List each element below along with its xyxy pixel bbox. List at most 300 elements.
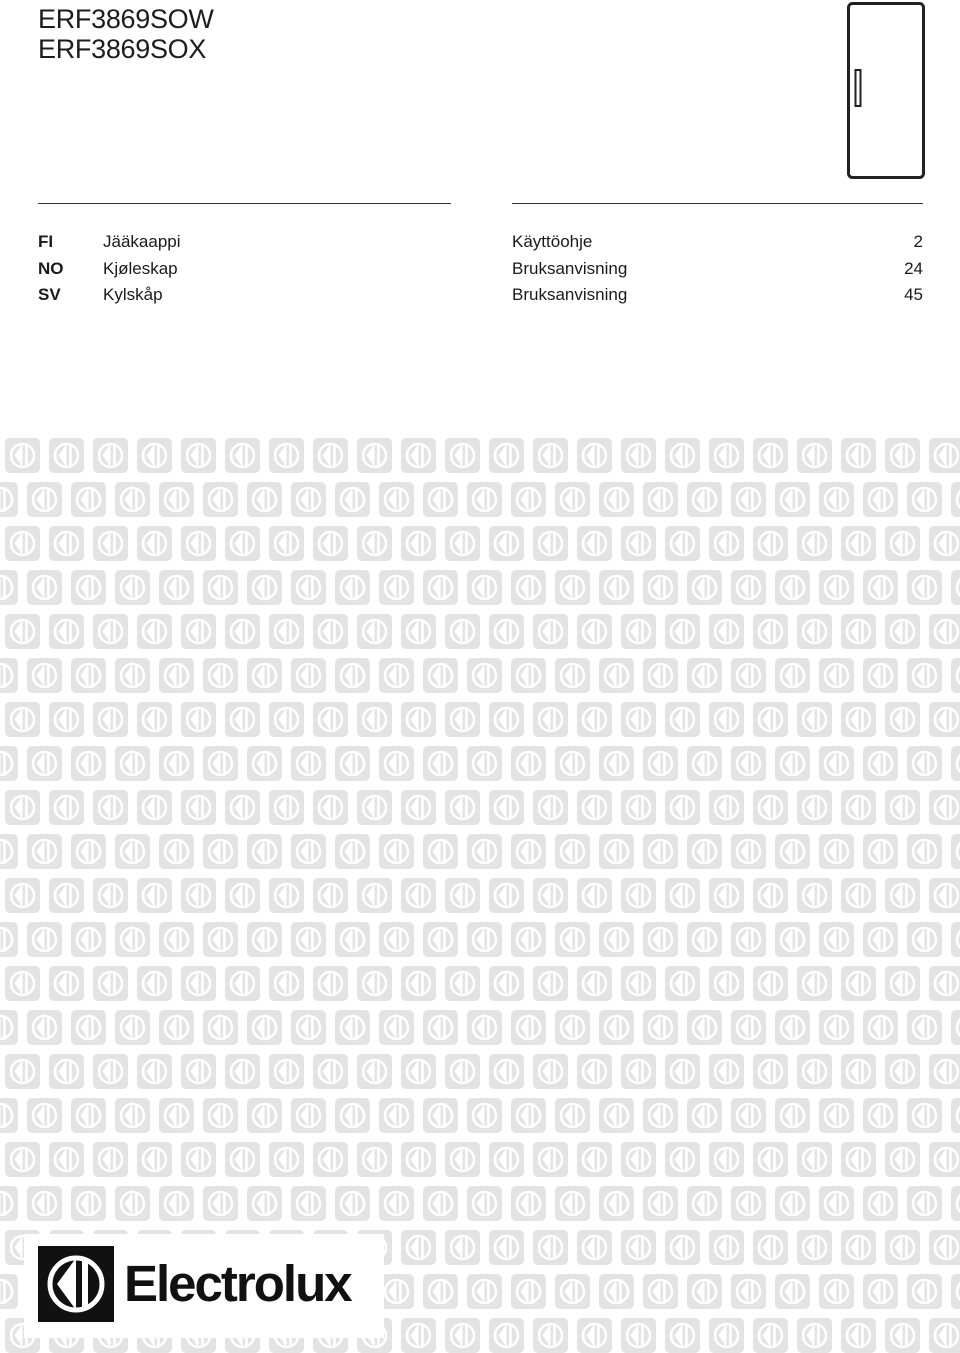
pattern-logo-tile xyxy=(0,482,18,517)
pattern-logo-tile xyxy=(27,1010,62,1045)
pattern-logo-tile xyxy=(313,526,348,561)
pattern-logo-tile xyxy=(885,526,920,561)
pattern-logo-tile xyxy=(5,702,40,737)
pattern-logo-tile xyxy=(775,922,810,957)
pattern-logo-tile xyxy=(533,1142,568,1177)
pattern-logo-tile xyxy=(621,1142,656,1177)
pattern-logo-tile xyxy=(27,658,62,693)
pattern-logo-tile xyxy=(247,1098,282,1133)
pattern-logo-tile xyxy=(731,1098,766,1133)
pattern-logo-tile xyxy=(379,658,414,693)
pattern-logo-tile xyxy=(797,702,832,737)
pattern-logo-tile xyxy=(929,438,960,473)
pattern-logo-tile xyxy=(489,1054,524,1089)
pattern-logo-tile xyxy=(775,746,810,781)
pattern-logo-tile xyxy=(445,878,480,913)
pattern-logo-tile xyxy=(159,1010,194,1045)
pattern-logo-tile xyxy=(489,1318,524,1353)
pattern-logo-tile xyxy=(159,658,194,693)
pattern-logo-tile xyxy=(467,834,502,869)
pattern-logo-tile xyxy=(907,1010,942,1045)
pattern-logo-tile xyxy=(445,614,480,649)
pattern-logo-tile xyxy=(467,746,502,781)
pattern-logo-tile xyxy=(753,1318,788,1353)
pattern-logo-tile xyxy=(159,1186,194,1221)
pattern-logo-tile xyxy=(467,482,502,517)
pattern-logo-tile xyxy=(687,834,722,869)
pattern-logo-tile xyxy=(49,878,84,913)
pattern-logo-tile xyxy=(379,746,414,781)
pattern-logo-tile xyxy=(5,1054,40,1089)
pattern-logo-tile xyxy=(445,966,480,1001)
divider-right xyxy=(512,203,923,204)
pattern-logo-tile xyxy=(247,658,282,693)
pattern-logo-tile xyxy=(115,1098,150,1133)
pattern-logo-tile xyxy=(445,1318,480,1353)
pattern-logo-tile xyxy=(313,438,348,473)
pattern-logo-tile xyxy=(357,1142,392,1177)
pattern-logo-tile xyxy=(401,1054,436,1089)
pattern-logo-tile xyxy=(313,702,348,737)
document-type: Bruksanvisning xyxy=(512,285,628,304)
pattern-logo-tile xyxy=(709,1054,744,1089)
product-name: Kylskåp xyxy=(103,285,163,304)
pattern-logo-tile xyxy=(643,570,678,605)
electrolux-logo-pattern xyxy=(0,436,960,1353)
pattern-logo-tile xyxy=(313,1054,348,1089)
pattern-logo-tile xyxy=(797,966,832,1001)
pattern-logo-tile xyxy=(181,966,216,1001)
pattern-logo-tile xyxy=(137,1054,172,1089)
pattern-logo-tile xyxy=(555,1186,590,1221)
pattern-logo-tile xyxy=(797,790,832,825)
pattern-logo-tile xyxy=(423,922,458,957)
pattern-logo-tile xyxy=(841,1230,876,1265)
pattern-logo-tile xyxy=(181,1054,216,1089)
pattern-logo-tile xyxy=(599,922,634,957)
pattern-logo-tile xyxy=(445,1142,480,1177)
pattern-logo-tile xyxy=(71,482,106,517)
pattern-logo-tile xyxy=(0,922,18,957)
pattern-logo-tile xyxy=(533,1318,568,1353)
pattern-logo-tile xyxy=(863,1186,898,1221)
pattern-logo-tile xyxy=(247,1186,282,1221)
pattern-logo-tile xyxy=(115,570,150,605)
pattern-logo-tile xyxy=(401,526,436,561)
pattern-logo-tile xyxy=(863,834,898,869)
pattern-logo-tile xyxy=(49,438,84,473)
pattern-logo-tile xyxy=(533,702,568,737)
pattern-logo-tile xyxy=(357,526,392,561)
pattern-logo-tile xyxy=(379,1274,414,1309)
pattern-logo-tile xyxy=(599,1010,634,1045)
pattern-logo-tile xyxy=(27,482,62,517)
pattern-logo-tile xyxy=(951,570,960,605)
pattern-logo-tile xyxy=(709,790,744,825)
pattern-logo-tile xyxy=(643,834,678,869)
pattern-logo-tile xyxy=(643,482,678,517)
pattern-logo-tile xyxy=(533,790,568,825)
pattern-logo-tile xyxy=(247,570,282,605)
pattern-logo-tile xyxy=(753,966,788,1001)
pattern-logo-tile xyxy=(401,878,436,913)
pattern-logo-tile xyxy=(203,922,238,957)
pattern-logo-tile xyxy=(621,1318,656,1353)
pattern-logo-tile xyxy=(929,966,960,1001)
pattern-logo-tile xyxy=(555,1098,590,1133)
pattern-logo-tile xyxy=(0,1274,18,1309)
pattern-logo-tile xyxy=(5,526,40,561)
pattern-logo-tile xyxy=(203,1186,238,1221)
pattern-logo-tile xyxy=(291,1098,326,1133)
pattern-logo-tile xyxy=(511,1010,546,1045)
pattern-logo-tile xyxy=(885,878,920,913)
pattern-logo-tile xyxy=(445,702,480,737)
pattern-logo-tile xyxy=(291,1010,326,1045)
pattern-logo-tile xyxy=(379,482,414,517)
pattern-logo-tile xyxy=(797,1230,832,1265)
pattern-logo-tile xyxy=(577,614,612,649)
pattern-logo-tile xyxy=(379,1010,414,1045)
pattern-logo-tile xyxy=(929,1318,960,1353)
pattern-logo-tile xyxy=(753,1142,788,1177)
pattern-logo-tile xyxy=(401,438,436,473)
pattern-logo-tile xyxy=(467,1010,502,1045)
pattern-logo-tile xyxy=(841,966,876,1001)
pattern-logo-tile xyxy=(643,746,678,781)
pattern-logo-tile xyxy=(577,702,612,737)
product-name: Kjøleskap xyxy=(103,258,178,278)
pattern-logo-tile xyxy=(225,1142,260,1177)
pattern-logo-tile xyxy=(929,1142,960,1177)
pattern-logo-tile xyxy=(555,922,590,957)
pattern-logo-tile xyxy=(533,966,568,1001)
pattern-logo-tile xyxy=(797,1318,832,1353)
pattern-logo-tile xyxy=(181,1142,216,1177)
pattern-logo-tile xyxy=(71,658,106,693)
pattern-logo-tile xyxy=(225,790,260,825)
pattern-logo-tile xyxy=(159,746,194,781)
pattern-logo-tile xyxy=(819,1010,854,1045)
pattern-logo-tile xyxy=(775,658,810,693)
pattern-logo-tile xyxy=(929,790,960,825)
pattern-logo-tile xyxy=(533,1230,568,1265)
pattern-logo-tile xyxy=(203,658,238,693)
pattern-logo-tile xyxy=(775,1010,810,1045)
pattern-logo-tile xyxy=(577,1230,612,1265)
pattern-logo-tile xyxy=(71,746,106,781)
pattern-logo-tile xyxy=(269,966,304,1001)
pattern-logo-tile xyxy=(27,570,62,605)
pattern-logo-tile xyxy=(247,482,282,517)
pattern-logo-tile xyxy=(489,1230,524,1265)
pattern-logo-tile xyxy=(885,790,920,825)
pattern-logo-tile xyxy=(643,922,678,957)
pattern-logo-tile xyxy=(203,1010,238,1045)
pattern-logo-tile xyxy=(357,1054,392,1089)
pattern-logo-tile xyxy=(951,1186,960,1221)
pattern-logo-tile xyxy=(379,1098,414,1133)
model-number: ERF3869SOW xyxy=(38,4,214,34)
pattern-logo-tile xyxy=(841,702,876,737)
pattern-logo-tile xyxy=(907,570,942,605)
pattern-logo-tile xyxy=(951,658,960,693)
pattern-logo-tile xyxy=(467,1274,502,1309)
pattern-logo-tile xyxy=(137,966,172,1001)
pattern-logo-tile xyxy=(555,1010,590,1045)
pattern-logo-tile xyxy=(797,1142,832,1177)
pattern-logo-tile xyxy=(313,614,348,649)
pattern-logo-tile xyxy=(137,438,172,473)
pattern-logo-tile xyxy=(511,482,546,517)
pattern-logo-tile xyxy=(181,526,216,561)
pattern-logo-tile xyxy=(863,1274,898,1309)
pattern-logo-tile xyxy=(753,1054,788,1089)
pattern-logo-tile xyxy=(313,966,348,1001)
pattern-logo-tile xyxy=(577,1054,612,1089)
pattern-logo-tile xyxy=(709,1230,744,1265)
pattern-logo-tile xyxy=(401,1142,436,1177)
pattern-logo-tile xyxy=(665,614,700,649)
pattern-logo-tile xyxy=(555,746,590,781)
pattern-logo-tile xyxy=(819,1098,854,1133)
language-row-no xyxy=(0,256,960,283)
pattern-logo-tile xyxy=(291,570,326,605)
pattern-logo-tile xyxy=(159,922,194,957)
pattern-logo-tile xyxy=(555,1274,590,1309)
pattern-logo-tile xyxy=(599,482,634,517)
pattern-logo-tile xyxy=(379,922,414,957)
pattern-logo-tile xyxy=(731,1010,766,1045)
language-code: NO xyxy=(38,258,64,278)
pattern-logo-tile xyxy=(291,482,326,517)
pattern-logo-tile xyxy=(49,614,84,649)
pattern-logo-tile xyxy=(841,878,876,913)
pattern-logo-tile xyxy=(335,922,370,957)
pattern-logo-tile xyxy=(423,746,458,781)
pattern-logo-tile xyxy=(709,878,744,913)
pattern-logo-tile xyxy=(775,482,810,517)
pattern-logo-tile xyxy=(577,438,612,473)
pattern-logo-tile xyxy=(137,790,172,825)
pattern-logo-tile xyxy=(269,526,304,561)
pattern-logo-tile xyxy=(445,790,480,825)
pattern-logo-tile xyxy=(599,834,634,869)
language-code: SV xyxy=(38,285,61,304)
document-type: Käyttöohje xyxy=(512,232,593,251)
pattern-logo-tile xyxy=(819,922,854,957)
pattern-logo-tile xyxy=(841,1142,876,1177)
pattern-logo-tile xyxy=(863,922,898,957)
pattern-logo-tile xyxy=(665,702,700,737)
pattern-logo-tile xyxy=(357,878,392,913)
pattern-logo-tile xyxy=(115,834,150,869)
pattern-logo-tile xyxy=(687,922,722,957)
pattern-logo-tile xyxy=(247,1010,282,1045)
pattern-logo-tile xyxy=(599,570,634,605)
pattern-logo-tile xyxy=(401,614,436,649)
pattern-logo-tile xyxy=(863,482,898,517)
pattern-logo-tile xyxy=(599,1186,634,1221)
pattern-logo-tile xyxy=(621,878,656,913)
pattern-logo-tile xyxy=(665,526,700,561)
pattern-logo-tile xyxy=(511,746,546,781)
pattern-logo-tile xyxy=(401,790,436,825)
pattern-logo-tile xyxy=(907,1186,942,1221)
pattern-logo-tile xyxy=(951,834,960,869)
pattern-logo-tile xyxy=(511,658,546,693)
pattern-logo-tile xyxy=(423,1010,458,1045)
pattern-logo-tile xyxy=(489,878,524,913)
pattern-logo-tile xyxy=(93,1054,128,1089)
pattern-logo-tile xyxy=(423,1186,458,1221)
pattern-logo-tile xyxy=(797,438,832,473)
pattern-logo-tile xyxy=(49,966,84,1001)
product-name: Jääkaappi xyxy=(103,232,181,251)
language-code: FI xyxy=(38,232,54,251)
pattern-logo-tile xyxy=(533,1054,568,1089)
pattern-logo-tile xyxy=(137,878,172,913)
pattern-logo-tile xyxy=(555,834,590,869)
pattern-logo-tile xyxy=(225,614,260,649)
pattern-logo-tile xyxy=(489,614,524,649)
pattern-logo-tile xyxy=(731,922,766,957)
pattern-logo-tile xyxy=(907,658,942,693)
pattern-logo-tile xyxy=(599,1274,634,1309)
pattern-logo-tile xyxy=(467,1186,502,1221)
pattern-logo-tile xyxy=(731,834,766,869)
pattern-logo-tile xyxy=(665,790,700,825)
pattern-logo-tile xyxy=(511,1098,546,1133)
pattern-logo-tile xyxy=(511,1186,546,1221)
pattern-logo-tile xyxy=(401,1318,436,1353)
pattern-logo-tile xyxy=(335,570,370,605)
electrolux-logo-icon xyxy=(38,1246,114,1322)
pattern-logo-tile xyxy=(533,878,568,913)
pattern-logo-tile xyxy=(797,526,832,561)
pattern-logo-tile xyxy=(863,1098,898,1133)
pattern-logo-tile xyxy=(731,746,766,781)
pattern-logo-tile xyxy=(49,526,84,561)
pattern-logo-tile xyxy=(423,658,458,693)
pattern-logo-tile xyxy=(27,746,62,781)
pattern-logo-tile xyxy=(819,834,854,869)
pattern-logo-tile xyxy=(93,1142,128,1177)
pattern-logo-tile xyxy=(401,1230,436,1265)
pattern-logo-tile xyxy=(357,702,392,737)
pattern-logo-tile xyxy=(269,878,304,913)
pattern-logo-tile xyxy=(863,1010,898,1045)
pattern-logo-tile xyxy=(951,746,960,781)
pattern-logo-tile xyxy=(841,614,876,649)
pattern-logo-tile xyxy=(93,702,128,737)
pattern-logo-tile xyxy=(115,482,150,517)
pattern-logo-tile xyxy=(115,922,150,957)
pattern-logo-tile xyxy=(115,658,150,693)
pattern-logo-tile xyxy=(753,702,788,737)
pattern-logo-tile xyxy=(665,438,700,473)
pattern-logo-tile xyxy=(533,526,568,561)
pattern-logo-tile xyxy=(929,878,960,913)
pattern-logo-tile xyxy=(423,482,458,517)
pattern-logo-tile xyxy=(555,658,590,693)
pattern-logo-tile xyxy=(797,1054,832,1089)
pattern-logo-tile xyxy=(665,1230,700,1265)
pattern-logo-tile xyxy=(71,1186,106,1221)
pattern-logo-tile xyxy=(731,1274,766,1309)
pattern-logo-tile xyxy=(489,790,524,825)
pattern-logo-tile xyxy=(863,658,898,693)
pattern-logo-tile xyxy=(621,1054,656,1089)
pattern-logo-tile xyxy=(885,702,920,737)
pattern-logo-tile xyxy=(357,438,392,473)
pattern-logo-tile xyxy=(5,878,40,913)
pattern-logo-tile xyxy=(709,702,744,737)
model-numbers xyxy=(38,4,214,64)
pattern-logo-tile xyxy=(137,702,172,737)
language-row-sv xyxy=(0,282,960,309)
pattern-logo-tile xyxy=(291,1186,326,1221)
pattern-logo-tile xyxy=(885,614,920,649)
pattern-logo-tile xyxy=(401,966,436,1001)
pattern-logo-tile xyxy=(511,922,546,957)
pattern-logo-tile xyxy=(27,1098,62,1133)
pattern-logo-tile xyxy=(269,790,304,825)
pattern-logo-tile xyxy=(665,1318,700,1353)
pattern-logo-tile xyxy=(0,658,18,693)
pattern-logo-tile xyxy=(225,526,260,561)
pattern-logo-tile xyxy=(841,438,876,473)
pattern-logo-tile xyxy=(0,1010,18,1045)
pattern-logo-tile xyxy=(423,1098,458,1133)
model-number: ERF3869SOX xyxy=(38,34,207,64)
brand-name: Electrolux xyxy=(124,1255,351,1312)
pattern-logo-tile xyxy=(225,438,260,473)
pattern-logo-tile xyxy=(709,1318,744,1353)
pattern-logo-tile xyxy=(555,570,590,605)
pattern-logo-tile xyxy=(797,878,832,913)
pattern-logo-tile xyxy=(841,526,876,561)
pattern-logo-tile xyxy=(687,1098,722,1133)
pattern-logo-tile xyxy=(379,834,414,869)
pattern-logo-tile xyxy=(621,526,656,561)
pattern-logo-tile xyxy=(951,1274,960,1309)
pattern-logo-tile xyxy=(819,658,854,693)
pattern-logo-tile xyxy=(203,1098,238,1133)
pattern-logo-tile xyxy=(27,1186,62,1221)
pattern-logo-tile xyxy=(93,790,128,825)
pattern-logo-tile xyxy=(577,790,612,825)
pattern-logo-tile xyxy=(335,658,370,693)
pattern-logo-tile xyxy=(731,658,766,693)
pattern-logo-tile xyxy=(5,1142,40,1177)
pattern-logo-tile xyxy=(709,526,744,561)
pattern-logo-tile xyxy=(335,1186,370,1221)
pattern-logo-tile xyxy=(247,922,282,957)
pattern-logo-tile xyxy=(819,1186,854,1221)
pattern-logo-tile xyxy=(93,614,128,649)
pattern-logo-tile xyxy=(0,570,18,605)
pattern-logo-tile xyxy=(665,966,700,1001)
pattern-logo-tile xyxy=(885,1054,920,1089)
pattern-logo-tile xyxy=(863,570,898,605)
pattern-logo-tile xyxy=(819,1274,854,1309)
pattern-logo-tile xyxy=(467,922,502,957)
document-type: Bruksanvisning xyxy=(512,258,628,278)
pattern-logo-tile xyxy=(687,1186,722,1221)
pattern-logo-tile xyxy=(599,746,634,781)
pattern-logo-tile xyxy=(731,482,766,517)
